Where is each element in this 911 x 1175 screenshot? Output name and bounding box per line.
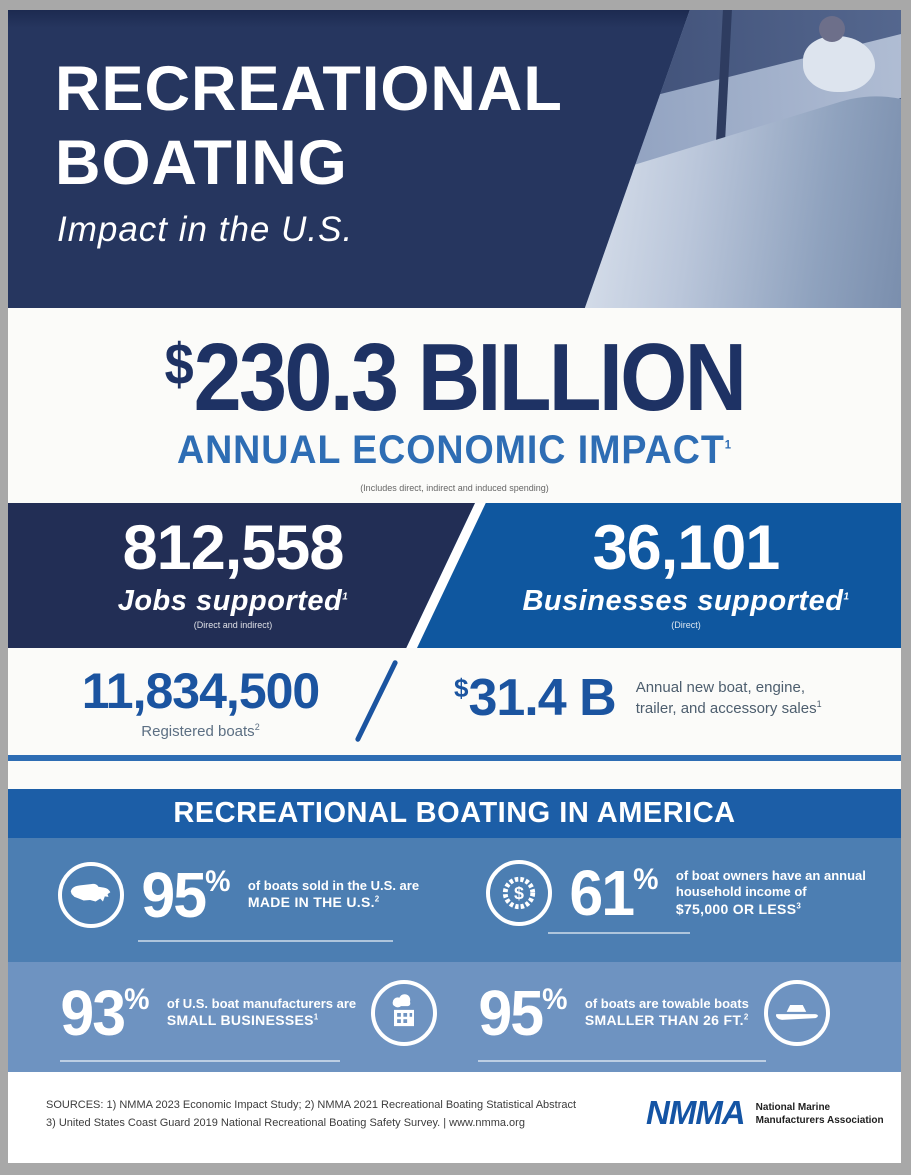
stat-percentage: 61 %: [569, 857, 659, 929]
photo-worker-figure: [803, 36, 875, 92]
nmma-logo: [646, 1096, 884, 1129]
boat-builder-photo: [571, 10, 901, 308]
page-title-line2: BOATING: [55, 128, 348, 198]
impact-amount: [53, 308, 857, 431]
footer: [8, 1072, 901, 1163]
page-subtitle: Impact in the U.S.: [57, 210, 354, 249]
stat-made-in-us: [58, 859, 420, 931]
slash-divider: [355, 659, 399, 742]
sales-currency-sign: $: [454, 673, 469, 703]
stat-underline: [548, 932, 690, 934]
businesses-footnote-mark: 1: [843, 591, 850, 603]
stat-text: of boat owners have an annual household income of $75,000 OR LESS$^3$: [675, 868, 866, 917]
stat-percentage: 95 %: [478, 977, 568, 1049]
nmma-logo-name: National Marine Manufacturers Association: [755, 1102, 884, 1126]
jobs-supported-stat: [38, 513, 428, 630]
jobs-footnote-mark: 1: [342, 591, 349, 603]
stat-text: of boats are towable boats SMALLER THAN 26 FT.$^2$: [584, 996, 749, 1029]
registered-value: 11,834,500: [81, 663, 320, 719]
hero-header: [8, 10, 901, 308]
impact-footnote-mark: 1: [724, 437, 732, 452]
impact-note: (Includes direct, indirect and induced spending): [360, 483, 549, 493]
stat-footnote-mark: 2: [743, 1012, 749, 1022]
stat-small-businesses: [58, 977, 437, 1049]
factory-icon: [371, 980, 437, 1046]
nmma-logo-wordmark: NMMA: [646, 1094, 745, 1131]
us-map-icon: [58, 862, 124, 928]
america-stats-row-2: [8, 962, 901, 1072]
sales-description: Annual new boat, engine, trailer, and accessory sales$^1$: [635, 679, 822, 717]
stat-text: of boats sold in the U.S. are MADE IN THE U.S.$^2$: [247, 878, 420, 911]
annual-sales-stat: [454, 669, 822, 727]
businesses-supported-stat: [496, 513, 876, 630]
sources-text: SOURCES: 1) NMMA 2023 Economic Impact Study; 2) NMMA 2021 Recreational Boating Statistical Abstract 3) United States Coast Guard 2019 National Recreational Boating Safety Survey. | www.nmma.org: [46, 1099, 577, 1130]
stat-text: of U.S. boat manufacturers are SMALL BUSINESSES$^1$: [166, 996, 357, 1029]
businesses-note: (Direct): [671, 620, 701, 630]
stat-footnote-mark: 2: [374, 894, 380, 904]
stat-underline: [478, 1060, 766, 1062]
stat-footnote-mark: 3: [796, 900, 802, 910]
registered-boats-stat: [48, 663, 353, 740]
stat-footnote-mark: 1: [313, 1012, 319, 1022]
stat-household-income: [486, 857, 866, 929]
sales-value: 31.4 B: [468, 669, 616, 727]
stat-towable-boats: [476, 977, 830, 1049]
registered-sales-band: [8, 648, 901, 755]
boat-icon: [764, 980, 830, 1046]
svg-text:$: $: [514, 883, 524, 904]
infographic-frame: [8, 10, 901, 1163]
sales-footnote-mark: 1: [816, 699, 822, 709]
stat-percentage: 93 %: [60, 977, 150, 1049]
jobs-label: Jobs supported$^1$: [117, 585, 349, 617]
businesses-label: Businesses supported$^1$: [522, 585, 850, 617]
businesses-value: 36,101: [592, 513, 780, 583]
stat-underline: [60, 1060, 340, 1062]
jobs-value: 812,558: [122, 513, 344, 583]
impact-label: ANNUAL ECONOMIC IMPACT$^1$: [176, 428, 732, 472]
impact-value: 230.3 BILLION: [193, 324, 745, 431]
america-stats-row-1: [8, 838, 901, 962]
white-gap: [8, 761, 901, 789]
america-section-header: [8, 789, 901, 838]
registered-footnote-mark: 2: [254, 722, 260, 732]
photo-worker-head: [819, 16, 845, 42]
economic-impact-section: [8, 308, 901, 503]
page-title-line1: RECREATIONAL: [55, 54, 563, 124]
registered-label: Registered boats$^2$: [141, 722, 260, 740]
jobs-note: (Direct and indirect): [193, 620, 273, 630]
impact-currency-sign: $: [164, 332, 194, 397]
dollar-coin-icon: [486, 860, 552, 926]
stat-percentage: 95 %: [141, 859, 231, 931]
stat-underline: [138, 940, 393, 942]
jobs-businesses-band: [8, 503, 901, 648]
america-heading: RECREATIONAL BOATING IN AMERICA: [173, 797, 736, 829]
